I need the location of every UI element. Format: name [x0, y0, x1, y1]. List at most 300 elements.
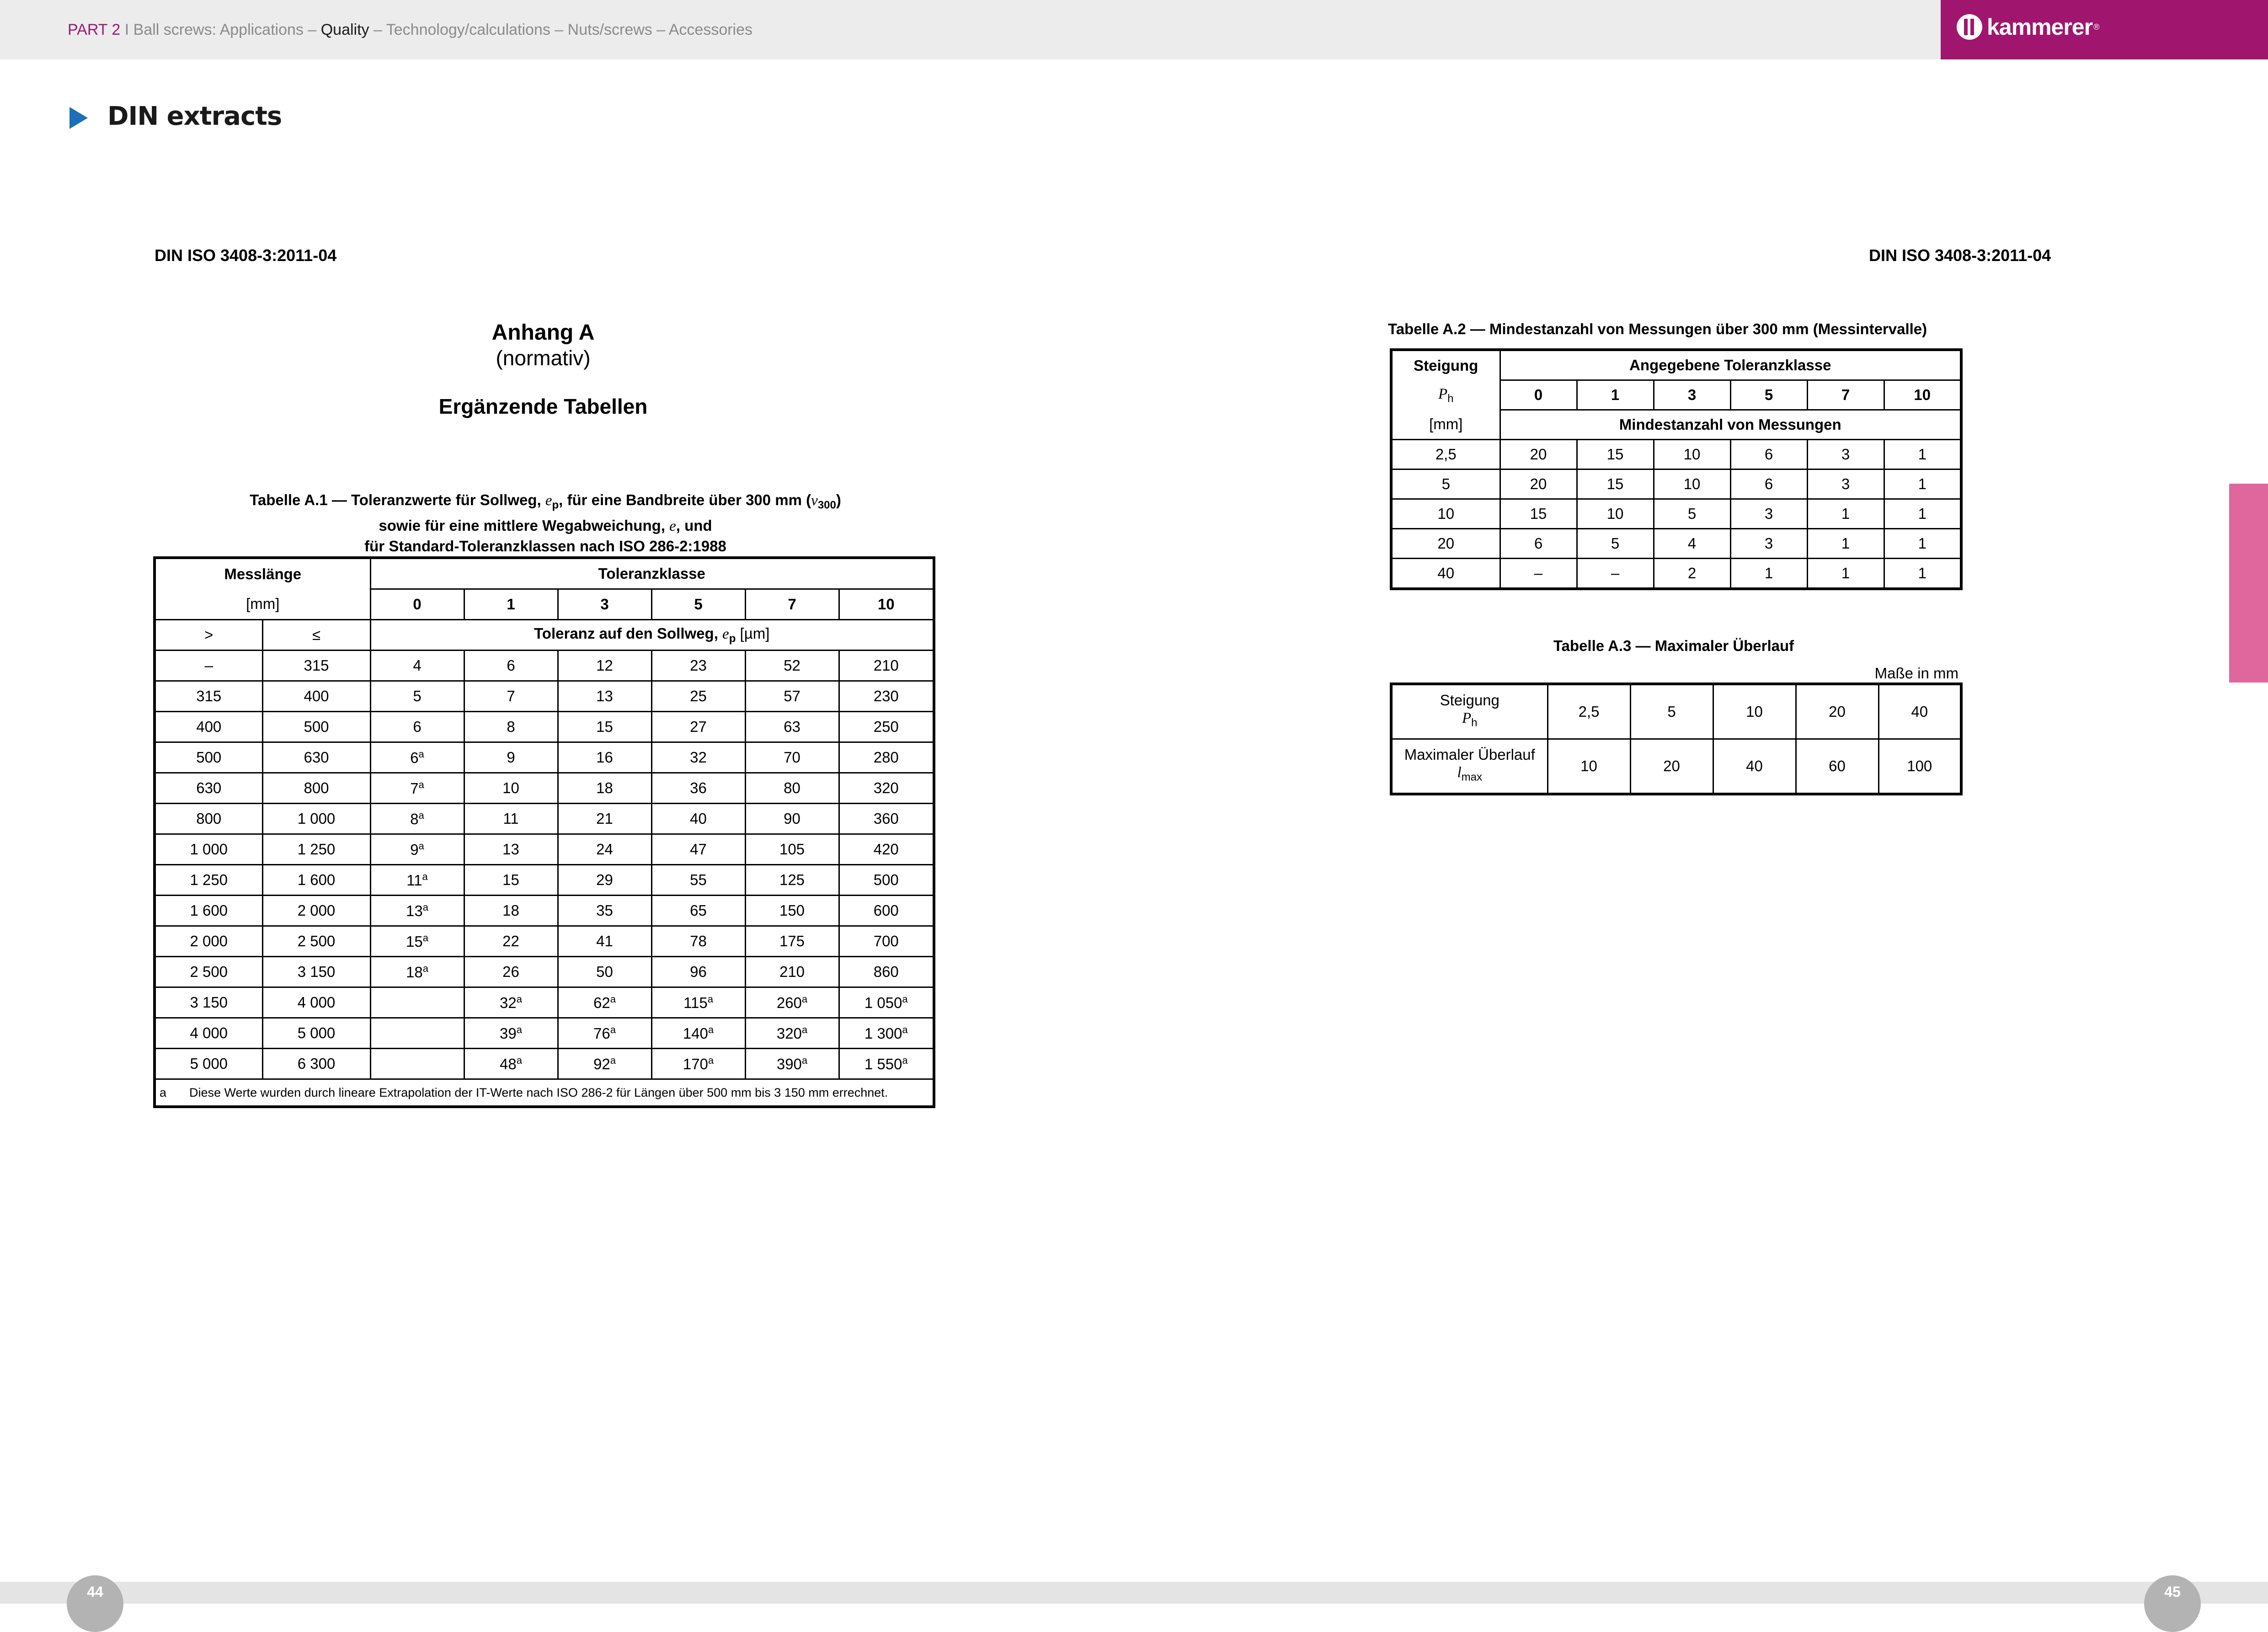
table-cell: 15: [1577, 440, 1654, 469]
table-cell: 1: [1730, 559, 1807, 589]
footnote-mark: a: [516, 1055, 522, 1066]
symbol-sub: h: [1447, 392, 1454, 405]
table-cell: 23: [651, 651, 745, 681]
table-header-row: [155, 558, 934, 589]
table-cell: 5 000: [262, 1018, 370, 1049]
logo-text: kammerer: [1987, 14, 2093, 40]
symbol-l: l: [1457, 764, 1462, 781]
table-cell: [745, 1049, 839, 1079]
header-pitch: Steigung: [1391, 350, 1500, 380]
cell-value: 8: [410, 811, 419, 827]
page-number-left: 44: [67, 1575, 123, 1632]
footnote-mark: a: [418, 840, 424, 852]
footnote-mark: a: [422, 871, 428, 882]
table-cell: 6: [1730, 469, 1807, 499]
table-cell: 15: [1500, 499, 1577, 529]
table-cell: 1 600: [155, 896, 262, 926]
table-cell: 20: [1796, 684, 1878, 739]
table-cell: 80: [745, 773, 839, 804]
table-a2: [1390, 348, 1963, 590]
cell-value: 48: [500, 1056, 517, 1072]
table-cell: [839, 1018, 934, 1049]
annex-title: Anhang A: [491, 320, 595, 345]
symbol-e: e: [669, 517, 676, 534]
table-cell: [370, 834, 464, 865]
table-cell: [464, 987, 558, 1018]
table-cell: –: [1500, 559, 1577, 589]
cell-value: 6: [410, 749, 419, 766]
standard-label-left: DIN ISO 3408-3:2011-04: [155, 246, 337, 265]
cell-value: 390: [776, 1056, 802, 1072]
cell-value: 13: [406, 902, 423, 919]
header-tolerance: [370, 620, 934, 651]
breadcrumb-before[interactable]: Ball screws: Applications –: [133, 21, 317, 38]
footnote-mark: a: [708, 1024, 714, 1035]
footnote-mark: a: [516, 993, 522, 1005]
table-cell: 1 000: [155, 834, 262, 865]
symbol-sub: h: [1471, 716, 1478, 729]
table-cell: 57: [745, 681, 839, 712]
symbol-v: v: [811, 492, 818, 509]
cell-value: 1 550: [864, 1056, 902, 1072]
symbol-sub: p: [552, 499, 559, 512]
side-tab[interactable]: [2229, 484, 2268, 683]
table-cell: 1: [1884, 529, 1961, 559]
table-cell: 11: [464, 804, 558, 834]
footnote-mark: a: [610, 1024, 616, 1035]
table-cell: 96: [651, 957, 745, 987]
table-cell: 400: [262, 681, 370, 712]
footnote-mark: a: [418, 748, 424, 760]
logo-registered-mark: ®: [2093, 22, 2100, 32]
caption-text: sowie für eine mittlere Wegabweichung,: [379, 517, 665, 534]
table-cell: 3: [1730, 529, 1807, 559]
table-cell: 15: [558, 712, 651, 742]
table-cell: 1: [1807, 499, 1884, 529]
cell-value: 32: [500, 994, 517, 1011]
footnote-mark: a: [902, 1055, 908, 1066]
header-class: Toleranzklasse: [370, 558, 934, 589]
table-cell: 1: [1884, 499, 1961, 529]
class-cell: 5: [651, 589, 745, 620]
table-row: [155, 804, 934, 834]
table-cell: [745, 1018, 839, 1049]
table-cell: 1 000: [262, 804, 370, 834]
table-a2-caption: Tabelle A.2 — Mindestanzahl von Messungen über 300 mm (Messintervalle): [1388, 320, 1927, 337]
table-cell: 10: [1654, 440, 1730, 469]
class-cell: 10: [839, 589, 934, 620]
class-cell: 7: [1807, 380, 1884, 410]
table-cell: 9: [464, 742, 558, 773]
table-cell: 250: [839, 712, 934, 742]
table-cell: 8: [464, 712, 558, 742]
table-cell: 27: [651, 712, 745, 742]
table-cell: 10: [1713, 684, 1796, 739]
row-label-text: Steigung: [1440, 692, 1500, 709]
cell-value: 62: [593, 994, 610, 1011]
breadcrumb: [68, 21, 752, 39]
cell-value: 320: [776, 1025, 802, 1042]
footnote-mark: a: [610, 993, 616, 1005]
table-row: [1391, 739, 1961, 795]
table-cell: 16: [558, 742, 651, 773]
header-tolerance-unit: [µm]: [740, 624, 770, 642]
table-a1-caption: [155, 490, 936, 556]
table-cell: 2 000: [155, 926, 262, 957]
table-cell: 4 000: [155, 1018, 262, 1049]
table-cell: 3 150: [262, 957, 370, 987]
table-cell: –: [1577, 559, 1654, 589]
table-row: [1391, 440, 1961, 469]
table-cell: 52: [745, 651, 839, 681]
table-row: [1391, 559, 1961, 589]
table-cell: 55: [651, 865, 745, 896]
standard-label-right: DIN ISO 3408-3:2011-04: [1869, 246, 2051, 265]
table-cell: 5: [1630, 684, 1713, 739]
table-cell: 420: [839, 834, 934, 865]
footer-bar: [0, 1582, 2268, 1604]
table-cell: 280: [839, 742, 934, 773]
row-label-text: Maximaler Überlauf: [1404, 746, 1535, 763]
cell-value: 170: [683, 1056, 708, 1072]
table-cell: 105: [745, 834, 839, 865]
table-cell: 320: [839, 773, 934, 804]
table-cell: 40: [1878, 684, 1961, 739]
table-cell: 15: [464, 865, 558, 896]
caption-text: , für eine Bandbreite über 300 mm (: [559, 491, 811, 508]
cell-value: 1 050: [864, 994, 902, 1011]
table-cell: 2 500: [262, 926, 370, 957]
header-class: Angegebene Toleranzklasse: [1500, 350, 1961, 380]
table-a3-caption: Tabelle A.3 — Maximaler Überlauf: [1553, 637, 1794, 654]
table-cell: 60: [1796, 739, 1878, 795]
table-row: [1391, 529, 1961, 559]
header-pitch-symbol: [1391, 380, 1500, 410]
header-min-count: Mindestanzahl von Messungen: [1500, 410, 1961, 440]
cell-value: 1 300: [864, 1025, 902, 1042]
caption-text: für Standard-Toleranzklassen nach ISO 286-2:1988: [364, 537, 726, 555]
table-cell: 2,5: [1391, 440, 1500, 469]
table-cell: 3: [1807, 469, 1884, 499]
table-cell: 18: [464, 896, 558, 926]
table-cell: 5: [1391, 469, 1500, 499]
play-triangle-icon: [69, 107, 88, 129]
footnote-mark: a: [422, 963, 428, 974]
table-cell: 5 000: [155, 1049, 262, 1079]
footnote-mark: a: [418, 810, 424, 821]
table-cell: 36: [651, 773, 745, 804]
header-gt: >: [155, 620, 262, 651]
table-cell: 210: [839, 651, 934, 681]
table-cell: 7: [464, 681, 558, 712]
cell-value: 9: [410, 841, 419, 858]
table-cell: 10: [464, 773, 558, 804]
symbol-sub: max: [1461, 771, 1482, 784]
table-row: [155, 773, 934, 804]
table-cell: 20: [1500, 440, 1577, 469]
footnote-mark: a: [516, 1024, 522, 1035]
table-row: [155, 834, 934, 865]
footnote-mark: a: [708, 1055, 714, 1066]
cell-value: 260: [776, 994, 802, 1011]
cell-value: 18: [406, 964, 423, 981]
table-cell: [370, 926, 464, 957]
footnote-mark: a: [707, 993, 713, 1005]
table-cell: 20: [1391, 529, 1500, 559]
table-row: [155, 957, 934, 987]
table-a3: [1390, 683, 1963, 795]
table-cell: [558, 987, 651, 1018]
table-cell: 20: [1500, 469, 1577, 499]
table-row: [155, 712, 934, 742]
table-cell: 50: [558, 957, 651, 987]
class-cell: 0: [1500, 380, 1577, 410]
table-cell: 1: [1884, 440, 1961, 469]
table-cell: –: [155, 651, 262, 681]
table-header-row: [155, 589, 934, 620]
table-cell: 210: [745, 957, 839, 987]
table-cell: 29: [558, 865, 651, 896]
class-cell: 5: [1730, 380, 1807, 410]
table-cell: 860: [839, 957, 934, 987]
table-cell: 2,5: [1548, 684, 1630, 739]
table-header-row: [1391, 350, 1961, 380]
table-cell: 500: [155, 742, 262, 773]
table-cell: 6 300: [262, 1049, 370, 1079]
footnote-mark: a: [902, 1024, 908, 1035]
table-cell: 3: [1807, 440, 1884, 469]
table-cell: 10: [1548, 739, 1630, 795]
class-cell: 0: [370, 589, 464, 620]
table-row: [1391, 499, 1961, 529]
table-row: [155, 681, 934, 712]
header-unit: [mm]: [155, 589, 370, 620]
class-cell: 3: [558, 589, 651, 620]
row-label-overrun: [1391, 739, 1548, 795]
table-row: [155, 865, 934, 896]
table-cell: 1: [1884, 469, 1961, 499]
table-cell: 24: [558, 834, 651, 865]
table-cell: 63: [745, 712, 839, 742]
table-footnote-row: [155, 1079, 934, 1107]
caption-text: ): [836, 491, 841, 508]
table-a1-body: [155, 558, 934, 1107]
table-cell: 41: [558, 926, 651, 957]
table-cell: 70: [745, 742, 839, 773]
table-row: [1391, 469, 1961, 499]
symbol-sub: p: [729, 632, 736, 645]
table-footnote: [155, 1079, 934, 1107]
symbol-sub: 300: [817, 499, 836, 512]
table-cell: [370, 957, 464, 987]
table-cell: 18: [558, 773, 651, 804]
table-a1: [153, 556, 935, 1108]
table-cell: 2: [1654, 559, 1730, 589]
caption-text: Tabelle A.1 — Toleranzwerte für Sollweg,: [250, 491, 541, 508]
cell-value: 11: [406, 872, 422, 889]
table-row: [155, 987, 934, 1018]
annex-heading: Ergänzende Tabellen: [438, 395, 648, 418]
table-cell: 13: [558, 681, 651, 712]
class-cell: 1: [464, 589, 558, 620]
table-cell: 4 000: [262, 987, 370, 1018]
table-header-row: [1391, 380, 1961, 410]
header-unit: [mm]: [1391, 410, 1500, 440]
annex-subtitle: (normativ): [496, 346, 591, 370]
table-cell: 1: [1884, 559, 1961, 589]
table-a3-unit-note: Maße in mm: [1874, 665, 1958, 682]
table-cell: 5: [1577, 529, 1654, 559]
table-cell: 100: [1878, 739, 1961, 795]
table-cell: 315: [262, 651, 370, 681]
symbol-e: e: [722, 625, 729, 642]
table-cell: 400: [155, 712, 262, 742]
footnote-mark: a: [610, 1055, 616, 1066]
header-tolerance-text: Toleranz auf den Sollweg,: [534, 624, 718, 642]
footnote-mark: a: [422, 932, 428, 944]
table-cell: [370, 773, 464, 804]
table-cell: [839, 1049, 934, 1079]
table-a2-body: [1391, 350, 1961, 589]
symbol-p: P: [1462, 710, 1472, 727]
brand-logo[interactable]: [1957, 14, 2099, 40]
table-cell: 630: [155, 773, 262, 804]
table-cell: 21: [558, 804, 651, 834]
table-cell: [558, 1018, 651, 1049]
table-row: [155, 926, 934, 957]
symbol-e: e: [545, 492, 552, 509]
kammerer-logo-icon: [1957, 14, 1982, 40]
table-cell: 5: [1654, 499, 1730, 529]
table-cell: 25: [651, 681, 745, 712]
class-cell: 3: [1654, 380, 1730, 410]
table-cell: 150: [745, 896, 839, 926]
cell-value: 7: [410, 780, 419, 797]
table-cell: 40: [651, 804, 745, 834]
table-cell: [745, 987, 839, 1018]
class-cell: 10: [1884, 380, 1961, 410]
breadcrumb-part[interactable]: PART 2: [68, 21, 121, 38]
table-cell: 13: [464, 834, 558, 865]
table-cell: 800: [262, 773, 370, 804]
cell-value: 140: [683, 1025, 708, 1042]
table-cell: 65: [651, 896, 745, 926]
table-cell: [370, 865, 464, 896]
table-cell: [839, 987, 934, 1018]
breadcrumb-separator: I: [124, 21, 129, 38]
table-cell: [651, 987, 745, 1018]
table-cell: 1 250: [262, 834, 370, 865]
section-title: DIN extracts: [107, 101, 282, 131]
table-cell: 500: [839, 865, 934, 896]
table-row: [1391, 684, 1961, 739]
footnote-text: Diese Werte wurden durch lineare Extrapolation der IT-Werte nach ISO 286-2 für Längen über 500 mm bis 3 150 mm errechnet.: [189, 1085, 888, 1099]
footnote-mark: a: [801, 993, 808, 1005]
table-cell: 78: [651, 926, 745, 957]
table-cell: [558, 1049, 651, 1079]
table-cell: [370, 896, 464, 926]
cell-value: 76: [593, 1025, 610, 1042]
table-cell: 1: [1807, 529, 1884, 559]
class-cell: 1: [1577, 380, 1654, 410]
caption-text: , und: [676, 517, 712, 534]
table-row: [155, 896, 934, 926]
class-cell: 7: [745, 589, 839, 620]
footnote-mark: a: [418, 779, 424, 790]
symbol-p: P: [1438, 385, 1448, 402]
table-cell: [464, 1018, 558, 1049]
cell-value: 92: [593, 1056, 610, 1072]
table-cell: 4: [370, 651, 464, 681]
table-cell: 600: [839, 896, 934, 926]
table-cell: [370, 987, 464, 1018]
table-cell: 6: [1730, 440, 1807, 469]
footnote-mark: a: [801, 1024, 808, 1035]
table-cell: [464, 1049, 558, 1079]
table-row: [155, 1049, 934, 1079]
table-cell: 35: [558, 896, 651, 926]
table-cell: 32: [651, 742, 745, 773]
breadcrumb-active[interactable]: Quality: [320, 21, 369, 38]
table-header-row: [1391, 410, 1961, 440]
table-cell: 40: [1391, 559, 1500, 589]
table-cell: [370, 1018, 464, 1049]
table-cell: [651, 1018, 745, 1049]
header-le: ≤: [262, 620, 370, 651]
table-cell: 5: [370, 681, 464, 712]
table-row: [155, 742, 934, 773]
cell-value: 115: [683, 994, 708, 1011]
row-label-pitch: [1391, 684, 1548, 739]
table-cell: 630: [262, 742, 370, 773]
table-cell: 500: [262, 712, 370, 742]
table-row: [155, 1018, 934, 1049]
table-cell: 360: [839, 804, 934, 834]
table-cell: 6: [464, 651, 558, 681]
table-cell: 2 000: [262, 896, 370, 926]
table-cell: [370, 1049, 464, 1079]
table-cell: 175: [745, 926, 839, 957]
table-cell: 800: [155, 804, 262, 834]
breadcrumb-after[interactable]: – Technology/calculations – Nuts/screws – Accessories: [374, 21, 753, 38]
table-cell: 90: [745, 804, 839, 834]
table-cell: 40: [1713, 739, 1796, 795]
footnote-mark: a: [801, 1055, 808, 1066]
table-cell: 10: [1654, 469, 1730, 499]
table-cell: 4: [1654, 529, 1730, 559]
table-cell: 47: [651, 834, 745, 865]
table-cell: 20: [1630, 739, 1713, 795]
table-cell: 6: [1500, 529, 1577, 559]
page-number-right: 45: [2144, 1575, 2201, 1632]
table-cell: 1 600: [262, 865, 370, 896]
header-length: Messlänge: [155, 558, 370, 589]
table-cell: 230: [839, 681, 934, 712]
table-cell: 3: [1730, 499, 1807, 529]
table-cell: 700: [839, 926, 934, 957]
table-cell: 26: [464, 957, 558, 987]
table-row: [155, 651, 934, 681]
cell-value: 15: [406, 933, 423, 950]
footnote-label: a: [160, 1085, 167, 1099]
table-cell: 12: [558, 651, 651, 681]
table-cell: [370, 742, 464, 773]
table-cell: 2 500: [155, 957, 262, 987]
table-cell: 3 150: [155, 987, 262, 1018]
table-cell: 1 250: [155, 865, 262, 896]
table-cell: 10: [1577, 499, 1654, 529]
table-cell: 6: [370, 712, 464, 742]
